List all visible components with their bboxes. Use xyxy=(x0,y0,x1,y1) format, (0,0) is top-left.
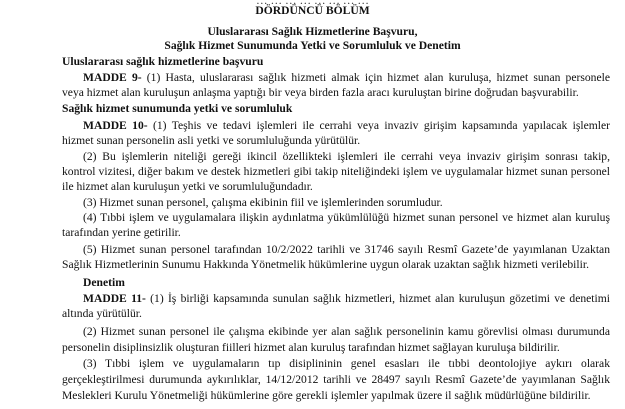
chapter-title: DÖRDÜNCÜ BÖLÜM xyxy=(255,4,370,17)
section-title-line-1: Uluslararası Sağlık Hizmetlerine Başvuru, xyxy=(207,25,418,38)
madde-10-p5-line-1: (5) Hizmet sunan personel tarafından 10/2/2022 tarihli ve 31746 sayılı Resmî Gazete’de yayımlanan Uzaktan xyxy=(83,243,610,256)
madde-9-line-1 xyxy=(83,71,610,85)
madde-10-p3: (3) Hizmet sunan personel, çalışma ekibinin fiil ve işlemlerinden sorumludur. xyxy=(83,196,443,209)
madde-11-p2-line-1: (2) Hizmet sunan personel ile çalışma ekibinde yer alan sağlık personelinin kamu görevlisi olması durumunda xyxy=(83,325,610,338)
madde-10-p4-line-2: tarafından yerine getirilir. xyxy=(62,226,181,239)
madde-11-line-2: altında yürütülür. xyxy=(62,307,142,320)
madde-10-p5-line-2: Sağlık Hizmetlerinin Sunumu Hakkında Yönetmelik hükümlerine uygun olarak uzaktan sağlık hizmeti verilebilir. xyxy=(62,258,589,271)
madde-10-p2-line-1: (2) Bu işlemlerin niteliği gereği ikincil özellikteki işlemleri ile cerrahi veya invaziv girişim sonrası takip, xyxy=(83,150,610,163)
madde-11-line-1 xyxy=(83,292,610,306)
section-title-line-2: Sağlık Hizmet Sunumunda Yetki ve Sorumluluk ve Denetim xyxy=(164,39,461,52)
cut-off-line: … … … … … … … … xyxy=(255,0,370,7)
madde-9-line-2: veya hizmet alan kuruluşun anlaşma yaptığı bir veya birden fazla aracı kuruluştan birine doğrudan başvurabilir. xyxy=(62,86,579,99)
madde-11-p3-line-2: gerçekleştirilmesi durumunda aykırılıklar, 14/12/2012 tarihli ve 28497 sayılı Resmî Gazete’de yayımlanan Sağlık xyxy=(62,373,610,386)
madde-10-label: MADDE 10- xyxy=(83,119,148,132)
madde-9-text-1: (1) Hasta, uluslararası sağlık hizmeti almak için hizmet alan kuruluşa, hizmet sunan personele xyxy=(141,71,610,84)
madde-10-text-1: (1) Teşhis ve tedavi işlemleri ile cerrahi veya invaziv girişim kapsamında yapılacak işlemler xyxy=(147,119,610,132)
madde-11-p3-line-3: Meslekleri Kurulu Yönetmeliği hükümlerine göre gerekli işlemler yapılmak üzere il sağlık müdürlüğüne bildirilir. xyxy=(62,389,591,402)
madde-10-p2-line-3: ile hizmet alan kuruluşun yetki ve sorumluluğundadır. xyxy=(62,180,313,193)
heading-audit: Denetim xyxy=(83,276,125,289)
madde-11-label: MADDE 11- xyxy=(83,292,146,305)
heading-authority-responsibility: Sağlık hizmet sunumunda yetki ve sorumluluk xyxy=(62,102,293,115)
heading-international-services: Uluslararası sağlık hizmetlerine başvuru xyxy=(62,55,264,68)
madde-10-line-1 xyxy=(83,119,610,133)
madde-10-line-2: hizmet sunan personelin asli yetki ve sorumluluğunda yürütülür. xyxy=(62,134,361,147)
madde-11-p3-line-1: (3) Tıbbi işlem ve uygulamaların tıp disiplininin genel esasları ile tıbbi deontolojiye aykırı olarak xyxy=(83,357,610,370)
madde-10-p4-line-1: (4) Tıbbi işlem ve uygulamalara ilişkin aydınlatma yükümlülüğü hizmet sunan personel ve hizmet alan kuruluş xyxy=(83,211,610,224)
madde-11-text-1: (1) İş birliği kapsamında sunulan sağlık hizmetleri, hizmet alan kuruluşun gözetimi ve denetimi xyxy=(145,292,610,305)
madde-10-p2-line-2: kontrol vizitesi, diğer bakım ve destek hizmetleri gibi takip niteliğindeki işlem ve uygulamalar hizmet sunan personel xyxy=(62,165,610,178)
madde-11-p2-line-2: personelin disiplinsizlik oluşturan fiilleri hizmet alan kuruluş tarafından hizmet sağlayan kuruluşa bildirilir. xyxy=(62,341,560,354)
madde-9-label: MADDE 9- xyxy=(83,71,142,84)
